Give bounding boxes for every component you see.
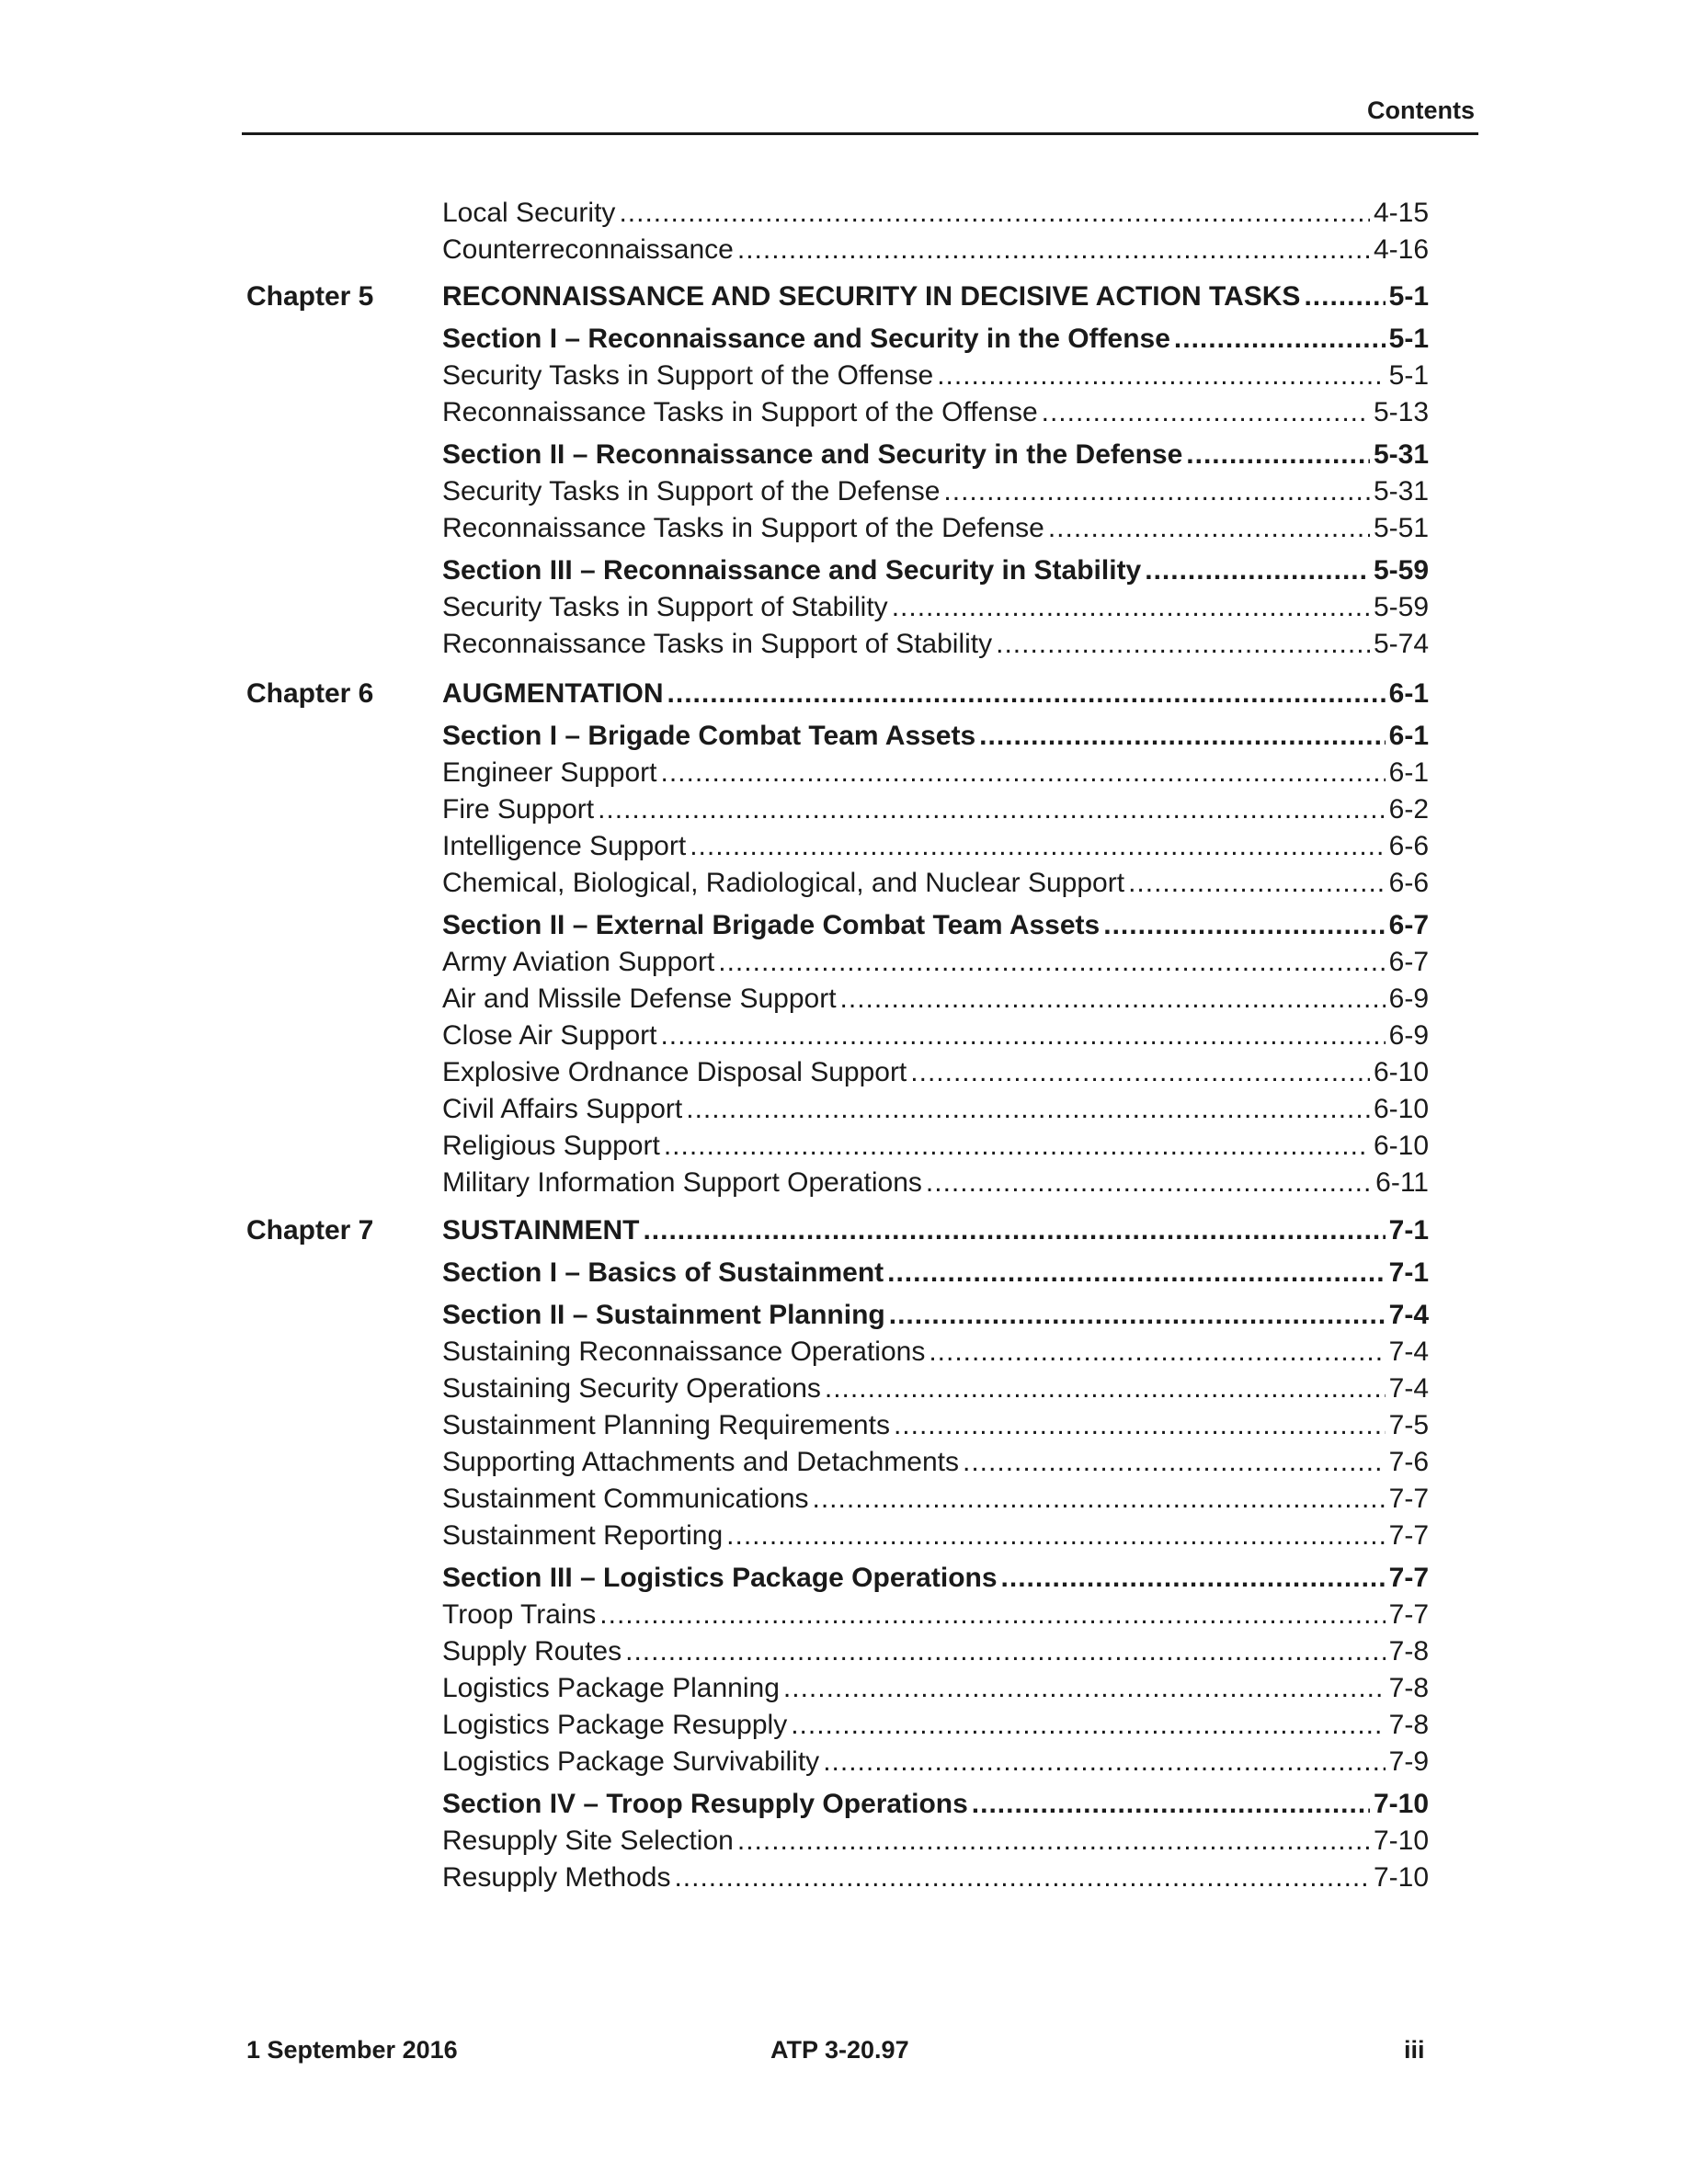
toc-heading-entry[interactable] <box>442 321 1429 358</box>
dot-leader <box>737 1823 1370 1860</box>
toc-entry-page: 7-8 <box>1388 1673 1429 1703</box>
toc-heading-entry[interactable] <box>442 1560 1429 1597</box>
toc-heading-entry[interactable] <box>442 1297 1429 1334</box>
toc-entry[interactable] <box>442 589 1429 626</box>
toc-entry[interactable] <box>442 1128 1429 1165</box>
toc-entry[interactable] <box>442 1597 1429 1633</box>
dot-leader <box>929 1334 1385 1371</box>
toc-heading-entry[interactable] <box>442 552 1429 589</box>
dot-leader <box>1103 907 1385 944</box>
dot-leader <box>1048 510 1370 547</box>
toc-entry-title: Military Information Support Operations <box>442 1167 922 1198</box>
toc-entry-title: Section III – Logistics Package Operations <box>442 1563 998 1593</box>
toc-entry[interactable] <box>442 1444 1429 1481</box>
dot-leader <box>619 195 1370 232</box>
toc-entry-title: Civil Affairs Support <box>442 1094 683 1124</box>
dot-leader <box>910 1054 1370 1091</box>
toc-entry-page: 5-59 <box>1373 555 1429 586</box>
toc-entry-title: Army Aviation Support <box>442 947 715 977</box>
toc-entry[interactable] <box>442 865 1429 902</box>
toc-entry-title: Section I – Basics of Sustainment <box>442 1257 884 1288</box>
footer-date: 1 September 2016 <box>246 2036 458 2064</box>
dot-leader <box>889 1297 1386 1334</box>
toc-entry[interactable] <box>442 1018 1429 1054</box>
toc-entry-page: 7-8 <box>1388 1710 1429 1740</box>
toc-entry[interactable] <box>442 755 1429 791</box>
toc-entry[interactable] <box>442 1054 1429 1091</box>
toc-entry-page: 4-16 <box>1373 234 1429 265</box>
dot-leader <box>686 1091 1370 1128</box>
toc-entry-page: 4-15 <box>1373 198 1429 228</box>
dot-leader <box>737 232 1370 268</box>
toc-entry-title: Fire Support <box>442 794 595 825</box>
toc-entry[interactable] <box>442 510 1429 547</box>
toc-entry-page: 7-7 <box>1388 1599 1429 1630</box>
toc-entry-title: Section I – Brigade Combat Team Assets <box>442 721 976 751</box>
toc-entry-page: 6-6 <box>1388 868 1429 898</box>
toc-entry[interactable] <box>442 828 1429 865</box>
footer-page-number: iii <box>1404 2036 1425 2064</box>
dot-leader <box>667 676 1386 712</box>
dot-leader <box>791 1707 1385 1744</box>
dot-leader <box>599 1597 1385 1633</box>
toc-entry[interactable] <box>442 1334 1429 1371</box>
toc-entry-page: 6-10 <box>1373 1057 1429 1087</box>
chapter-label-6: Chapter 6 <box>246 678 374 709</box>
toc-entry-page: 5-1 <box>1388 360 1429 391</box>
toc-entry-title: AUGMENTATION <box>442 678 664 709</box>
dot-leader <box>1001 1560 1386 1597</box>
dot-leader <box>718 944 1385 981</box>
toc-entry[interactable] <box>442 1633 1429 1670</box>
toc-entry-page: 6-10 <box>1373 1131 1429 1161</box>
toc-entry-page: 7-8 <box>1388 1636 1429 1666</box>
toc-entry-title: Supply Routes <box>442 1636 622 1666</box>
toc-entry-title: Sustaining Reconnaissance Operations <box>442 1337 926 1367</box>
toc-entry-page: 6-6 <box>1388 831 1429 861</box>
toc-entry-title: Close Air Support <box>442 1020 657 1051</box>
toc-entry-title: Local Security <box>442 198 616 228</box>
dot-leader <box>783 1670 1386 1707</box>
dot-leader <box>1304 279 1385 315</box>
toc-entry[interactable] <box>442 195 1429 232</box>
dot-leader <box>926 1165 1372 1201</box>
toc-entry[interactable] <box>442 1744 1429 1780</box>
toc-entry-title: Reconnaissance Tasks in Support of Stability <box>442 629 993 659</box>
toc-entry[interactable] <box>442 473 1429 510</box>
toc-entry-page: 7-7 <box>1388 1563 1429 1593</box>
toc-entry-title: Section II – Reconnaissance and Security in the Defense <box>442 439 1183 470</box>
toc-entry[interactable] <box>442 791 1429 828</box>
toc-heading-entry[interactable] <box>442 718 1429 755</box>
toc-entry[interactable] <box>442 1165 1429 1201</box>
dot-leader <box>625 1633 1386 1670</box>
toc-entry-title: Section I – Reconnaissance and Security in the Offense <box>442 324 1170 354</box>
toc-entry-page: 5-59 <box>1373 592 1429 622</box>
toc-entry-page: 5-31 <box>1373 439 1429 470</box>
toc-entry-title: Troop Trains <box>442 1599 597 1630</box>
dot-leader <box>823 1744 1385 1780</box>
toc-entry-page: 5-1 <box>1388 281 1429 312</box>
dot-leader <box>661 755 1386 791</box>
toc-entry-page: 7-9 <box>1388 1746 1429 1777</box>
dot-leader <box>979 718 1385 755</box>
toc-entry-title: Logistics Package Resupply <box>442 1710 788 1740</box>
toc-entry-page: 5-74 <box>1373 629 1429 659</box>
toc-entry[interactable] <box>442 1860 1429 1896</box>
chapter-label-5: Chapter 5 <box>246 281 374 312</box>
toc-entry-title: Chemical, Biological, Radiological, and Nuclear Support <box>442 868 1125 898</box>
dot-leader <box>598 791 1386 828</box>
toc-entry-title: Section II – Sustainment Planning <box>442 1300 885 1330</box>
toc-entry-title: Explosive Ordnance Disposal Support <box>442 1057 907 1087</box>
toc-entry-page: 7-7 <box>1388 1520 1429 1551</box>
toc-entry-page: 7-1 <box>1388 1215 1429 1246</box>
toc-entry-title: Security Tasks in Support of the Offense <box>442 360 934 391</box>
toc-entry-title: Logistics Package Survivability <box>442 1746 820 1777</box>
dot-leader <box>996 626 1370 663</box>
toc-entry-page: 7-4 <box>1388 1373 1429 1404</box>
toc-entry[interactable] <box>442 1670 1429 1707</box>
toc-heading-entry[interactable] <box>442 437 1429 473</box>
toc-entry-title: Sustainment Reporting <box>442 1520 724 1551</box>
toc-entry-page: 5-13 <box>1373 397 1429 427</box>
toc-entry-title: Security Tasks in Support of the Defense <box>442 476 941 506</box>
dot-leader <box>943 473 1370 510</box>
toc-heading-entry[interactable] <box>442 1255 1429 1291</box>
toc-entry-title: Resupply Methods <box>442 1862 671 1893</box>
toc-entry-title: Sustainment Planning Requirements <box>442 1410 890 1440</box>
toc-entry-page: 7-5 <box>1388 1410 1429 1440</box>
toc-entry-page: 6-2 <box>1388 794 1429 825</box>
toc-entry-title: SUSTAINMENT <box>442 1215 640 1246</box>
toc-entry-title: Intelligence Support <box>442 831 687 861</box>
toc-entry-title: Security Tasks in Support of Stability <box>442 592 888 622</box>
toc-entry-page: 6-1 <box>1388 757 1429 788</box>
dot-leader <box>963 1444 1386 1481</box>
toc-entry-title: Section III – Reconnaissance and Security in Stability <box>442 555 1142 586</box>
toc-entry-page: 7-10 <box>1373 1826 1429 1856</box>
toc-heading-entry[interactable] <box>442 1212 1429 1249</box>
toc-entry[interactable] <box>442 1823 1429 1860</box>
toc-entry-title: Counterreconnaissance <box>442 234 734 265</box>
toc-entry[interactable] <box>442 944 1429 981</box>
toc-entry-title: Religious Support <box>442 1131 660 1161</box>
toc-entry-title: RECONNAISSANCE AND SECURITY IN DECISIVE ACTION TASKS <box>442 281 1301 312</box>
dot-leader <box>887 1255 1386 1291</box>
toc-entry-title: Resupply Site Selection <box>442 1826 734 1856</box>
toc-heading-entry[interactable] <box>442 676 1429 712</box>
toc-entry-page: 6-1 <box>1388 678 1429 709</box>
dot-leader <box>643 1212 1385 1249</box>
toc-entry-page: 7-6 <box>1388 1447 1429 1477</box>
toc-entry-page: 5-51 <box>1373 513 1429 543</box>
toc-entry[interactable] <box>442 394 1429 431</box>
toc-entry-page: 5-31 <box>1373 476 1429 506</box>
toc-heading-entry[interactable] <box>442 1786 1429 1823</box>
toc-entry-title: Air and Missile Defense Support <box>442 984 837 1014</box>
dot-leader <box>937 358 1385 394</box>
toc-entry-page: 6-9 <box>1388 984 1429 1014</box>
toc-entry[interactable] <box>442 1407 1429 1444</box>
dot-leader <box>825 1371 1386 1407</box>
toc-entry-page: 7-7 <box>1388 1484 1429 1514</box>
dot-leader <box>726 1518 1385 1554</box>
toc-entry[interactable] <box>442 981 1429 1018</box>
toc-entry[interactable] <box>442 232 1429 268</box>
chapter-label-7: Chapter 7 <box>246 1215 374 1246</box>
dot-leader <box>674 1860 1369 1896</box>
toc-entry-title: Section IV – Troop Resupply Operations <box>442 1789 968 1819</box>
dot-leader <box>1042 394 1370 431</box>
toc-heading-entry[interactable] <box>442 279 1429 315</box>
toc-entry-page: 6-7 <box>1388 910 1429 940</box>
toc-entry-page: 6-1 <box>1388 721 1429 751</box>
dot-leader <box>1186 437 1370 473</box>
toc-entry-title: Reconnaissance Tasks in Support of the Offense <box>442 397 1038 427</box>
dot-leader <box>1174 321 1386 358</box>
toc-entry-page: 6-11 <box>1375 1167 1429 1198</box>
dot-leader <box>690 828 1385 865</box>
dot-leader <box>1128 865 1386 902</box>
dot-leader <box>840 981 1386 1018</box>
toc-entry-title: Engineer Support <box>442 757 657 788</box>
toc-entry-title: Section II – External Brigade Combat Team Assets <box>442 910 1101 940</box>
toc-entry[interactable] <box>442 1091 1429 1128</box>
toc-entry[interactable] <box>442 1518 1429 1554</box>
toc-entry[interactable] <box>442 1707 1429 1744</box>
dot-leader <box>894 1407 1386 1444</box>
toc-heading-entry[interactable] <box>442 907 1429 944</box>
dot-leader <box>1145 552 1370 589</box>
toc-entry[interactable] <box>442 358 1429 394</box>
header-title: Contents <box>1367 97 1475 124</box>
toc-entry-page: 7-4 <box>1388 1337 1429 1367</box>
toc-entry-title: Reconnaissance Tasks in Support of the Defense <box>442 513 1044 543</box>
toc-entry-title: Sustainment Communications <box>442 1484 809 1514</box>
toc-entry-page: 5-1 <box>1388 324 1429 354</box>
toc-entry-title: Supporting Attachments and Detachments <box>442 1447 960 1477</box>
dot-leader <box>664 1128 1370 1165</box>
toc-entry-title: Logistics Package Planning <box>442 1673 780 1703</box>
toc-entry-title: Sustaining Security Operations <box>442 1373 821 1404</box>
toc-entry-page: 6-10 <box>1373 1094 1429 1124</box>
toc-entry-page: 7-10 <box>1373 1789 1429 1819</box>
dot-leader <box>660 1018 1385 1054</box>
toc-entry-page: 6-9 <box>1388 1020 1429 1051</box>
dot-leader <box>892 589 1370 626</box>
toc-entry[interactable] <box>442 626 1429 663</box>
toc-entry-page: 7-10 <box>1373 1862 1429 1893</box>
toc-entry-page: 7-1 <box>1388 1257 1429 1288</box>
toc-entry[interactable] <box>442 1371 1429 1407</box>
footer-publication: ATP 3-20.97 <box>770 2036 909 2064</box>
toc-entry-page: 7-4 <box>1388 1300 1429 1330</box>
dot-leader <box>972 1786 1370 1823</box>
dot-leader <box>813 1481 1386 1518</box>
toc-entry[interactable] <box>442 1481 1429 1518</box>
toc-entry-page: 6-7 <box>1388 947 1429 977</box>
